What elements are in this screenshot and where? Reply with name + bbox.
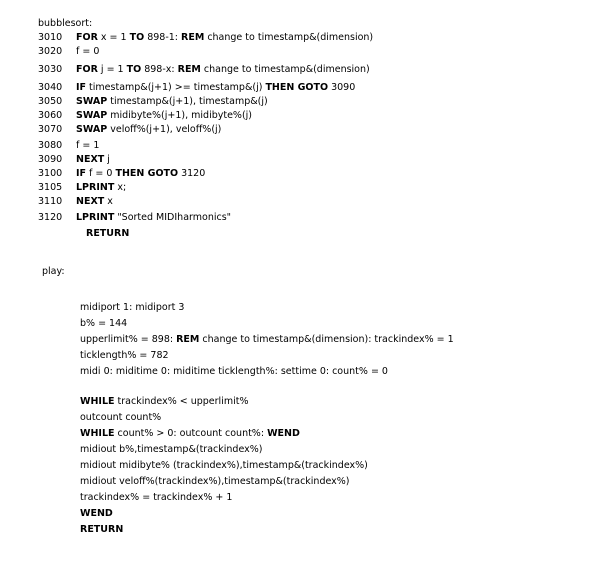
code-line — [38, 124, 221, 136]
keyword: TO — [126, 64, 142, 75]
code-text: x = 1 — [97, 32, 130, 43]
code-line — [80, 444, 262, 456]
line-number: 3100 — [38, 168, 63, 179]
code-line — [86, 228, 129, 240]
line-number: 3060 — [38, 110, 63, 121]
code-text: "Sorted MIDIharmonics" — [114, 212, 232, 223]
keyword: RETURN — [86, 228, 130, 239]
code-text: f = 1 — [76, 140, 100, 151]
code-text: j — [104, 154, 110, 165]
code-text: x; — [114, 182, 127, 193]
keyword: IF — [76, 168, 87, 179]
code-line — [80, 334, 454, 346]
code-text: ticklength% = 782 — [80, 350, 169, 361]
line-number: 3030 — [38, 64, 63, 75]
code-line — [80, 396, 249, 408]
code-line — [38, 96, 268, 108]
line-number: 3110 — [38, 196, 63, 207]
line-number: 3040 — [38, 82, 63, 93]
code-line — [80, 366, 388, 378]
code-text: trackindex% = trackindex% + 1 — [80, 492, 233, 503]
code-text: count% > 0: outcount count%: — [114, 428, 268, 439]
code-text: midi 0: miditime 0: miditime ticklength%: settime 0: count% = 0 — [80, 366, 388, 377]
keyword: WEND — [80, 508, 113, 519]
code-line — [80, 508, 113, 520]
keyword: WHILE — [80, 396, 115, 407]
code-line — [38, 182, 126, 194]
line-number: 3090 — [38, 154, 63, 165]
line-number: 3020 — [38, 46, 63, 57]
code-text: midiport 1: midiport 3 — [80, 302, 185, 313]
code-line — [80, 524, 123, 536]
line-number: 3050 — [38, 96, 63, 107]
code-line — [38, 110, 252, 122]
code-line — [38, 32, 373, 44]
code-text: outcount count% — [80, 412, 162, 423]
code-line — [80, 412, 161, 424]
code-text: change to timestamp&(dimension): trackindex% = 1 — [199, 334, 454, 345]
keyword: REM — [177, 64, 201, 75]
keyword: FOR — [76, 32, 98, 43]
keyword: SWAP — [76, 124, 108, 135]
code-text: change to timestamp&(dimension) — [200, 64, 370, 75]
keyword: REM — [176, 334, 200, 345]
keyword: WHILE — [80, 428, 115, 439]
code-text: 898-x: — [141, 64, 178, 75]
section-label-bubblesort: bubblesort: — [38, 18, 93, 29]
code-text: timestamp&(j+1) >= timestamp&(j) — [86, 82, 266, 93]
code-text: midiout b%,timestamp&(trackindex%) — [80, 444, 263, 455]
keyword: LPRINT — [76, 212, 115, 223]
keyword: TO — [129, 32, 145, 43]
code-line — [80, 302, 184, 314]
code-text: 3120 — [178, 168, 206, 179]
code-text: b% = 144 — [80, 318, 128, 329]
keyword: SWAP — [76, 96, 108, 107]
code-line — [38, 212, 231, 224]
line-number: 3010 — [38, 32, 63, 43]
keyword: IF — [76, 82, 87, 93]
keyword: WEND — [267, 428, 300, 439]
code-line — [38, 196, 113, 208]
code-line — [80, 460, 368, 472]
code-line — [38, 82, 355, 94]
code-line — [80, 350, 169, 362]
code-text: f = 0 — [86, 168, 116, 179]
keyword: NEXT — [76, 154, 105, 165]
code-text: timestamp&(j+1), timestamp&(j) — [107, 96, 268, 107]
line-number: 3080 — [38, 140, 63, 151]
code-text: midiout veloff%(trackindex%),timestamp&(trackindex%) — [80, 476, 350, 487]
code-text: f = 0 — [76, 46, 100, 57]
keyword: SWAP — [76, 110, 108, 121]
line-number: 3120 — [38, 212, 63, 223]
section-label-play: play: — [42, 266, 65, 277]
code-text: 898-1: — [144, 32, 182, 43]
code-line — [80, 318, 127, 330]
code-line — [38, 46, 99, 58]
keyword: REM — [181, 32, 205, 43]
keyword: NEXT — [76, 196, 105, 207]
keyword: FOR — [76, 64, 98, 75]
line-number: 3105 — [38, 182, 63, 193]
code-text: x — [104, 196, 113, 207]
code-line — [38, 154, 110, 166]
code-text: change to timestamp&(dimension) — [204, 32, 374, 43]
keyword: RETURN — [80, 524, 124, 535]
code-line — [80, 476, 350, 488]
code-text: midibyte%(j+1), midibyte%(j) — [107, 110, 253, 121]
code-line — [38, 140, 99, 152]
code-text: trackindex% < upperlimit% — [114, 396, 249, 407]
code-text: j = 1 — [97, 64, 127, 75]
code-line — [80, 428, 300, 440]
code-line — [80, 492, 232, 504]
keyword: LPRINT — [76, 182, 115, 193]
line-number: 3070 — [38, 124, 63, 135]
keyword: THEN GOTO — [115, 168, 179, 179]
keyword: THEN GOTO — [265, 82, 329, 93]
code-line — [38, 168, 205, 180]
code-line — [38, 64, 370, 76]
code-text: midiout midibyte% (trackindex%),timestamp&(trackindex%) — [80, 460, 368, 471]
code-text: upperlimit% = 898: — [80, 334, 177, 345]
code-text: 3090 — [328, 82, 356, 93]
code-text: veloff%(j+1), veloff%(j) — [107, 124, 222, 135]
